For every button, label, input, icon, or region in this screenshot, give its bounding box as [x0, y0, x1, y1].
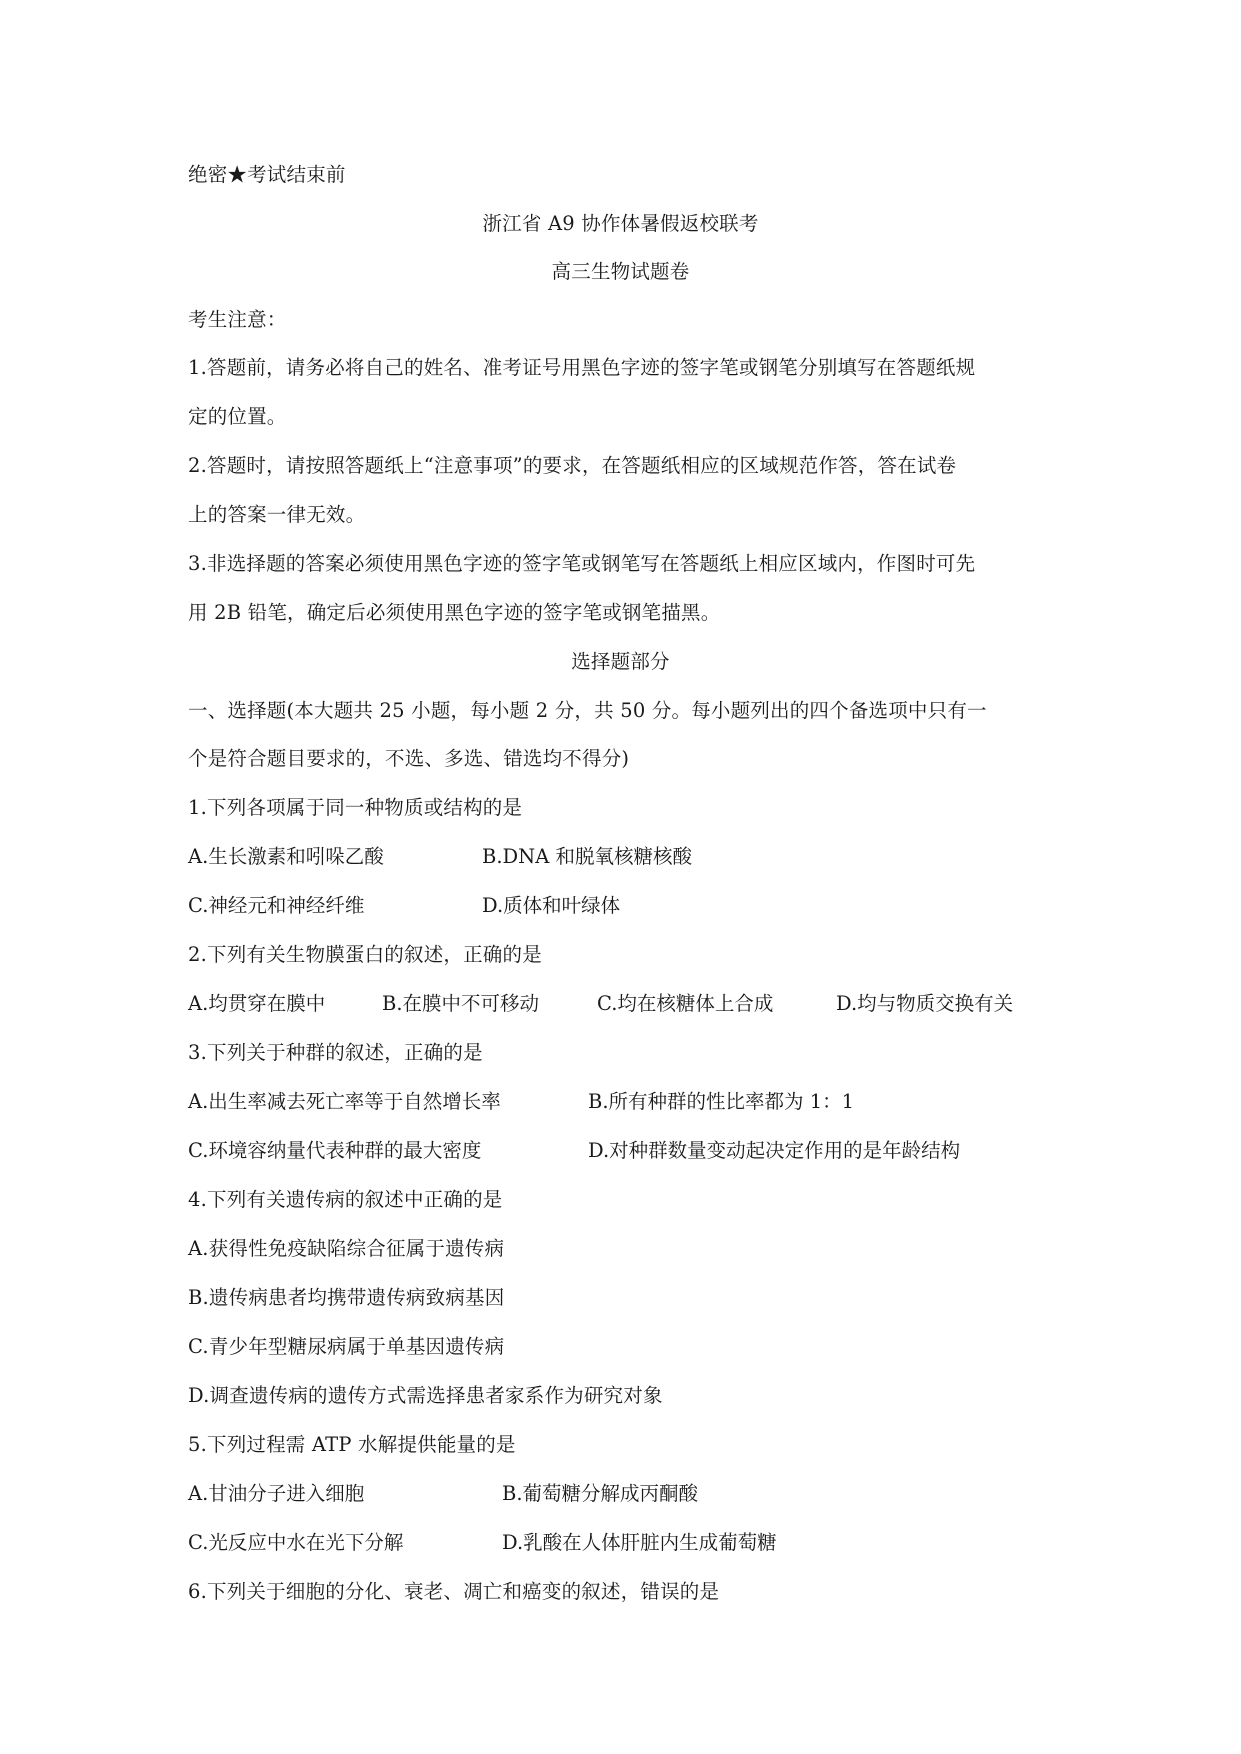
notice-item-1-line-1: 1.答题前，请务必将自己的姓名、准考证号用黑色字迹的签字笔或钢笔分别填写在答题纸规: [188, 356, 976, 379]
section-instructions-line-1: 一、选择题(本大题共 25 小题，每小题 2 分，共 50 分。每小题列出的四个备选项中只有一: [188, 699, 987, 722]
question-4-stem: 4.下列有关遗传病的叙述中正确的是: [188, 1188, 503, 1211]
notice-heading: 考生注意：: [188, 308, 287, 331]
question-4-option-a: A.获得性免疫缺陷综合征属于遗传病: [188, 1237, 505, 1260]
section-instructions-line-2: 个是符合题目要求的，不选、多选、错选均不得分): [188, 747, 630, 770]
question-1-option-d: D.质体和叶绿体: [482, 894, 621, 917]
question-4-option-b: B.遗传病患者均携带遗传病致病基因: [188, 1286, 505, 1309]
question-5-option-d: D.乳酸在人体肝脏内生成葡萄糖: [502, 1531, 777, 1554]
exam-subtitle: 高三生物试题卷: [551, 260, 690, 283]
question-3-option-b: B.所有种群的性比率都为 1：1: [588, 1090, 855, 1113]
question-1-option-b: B.DNA 和脱氧核糖核酸: [482, 845, 693, 868]
question-1-stem: 1.下列各项属于同一种物质或结构的是: [188, 796, 523, 819]
question-2-option-b: B.在膜中不可移动: [382, 992, 540, 1015]
question-5-option-b: B.葡萄糖分解成丙酮酸: [502, 1482, 699, 1505]
question-5-option-c: C.光反应中水在光下分解: [188, 1531, 404, 1554]
exam-title: 浙江省 A9 协作体暑假返校联考: [482, 212, 759, 235]
question-5-option-a: A.甘油分子进入细胞: [188, 1482, 365, 1505]
question-3-option-c: C.环境容纳量代表种群的最大密度: [188, 1139, 482, 1162]
question-6-stem: 6.下列关于细胞的分化、衰老、凋亡和癌变的叙述，错误的是: [188, 1580, 720, 1603]
question-1-option-c: C.神经元和神经纤维: [188, 894, 365, 917]
notice-item-1-line-2: 定的位置。: [188, 405, 287, 428]
question-3-option-d: D.对种群数量变动起决定作用的是年龄结构: [588, 1139, 961, 1162]
notice-item-3-line-2: 用 2B 铅笔，确定后必须使用黑色字迹的签字笔或钢笔描黑。: [188, 601, 721, 624]
section-title: 选择题部分: [571, 650, 670, 673]
question-3-option-a: A.出生率减去死亡率等于自然增长率: [188, 1090, 501, 1113]
question-2-option-c: C.均在核糖体上合成: [597, 992, 774, 1015]
question-3-stem: 3.下列关于种群的叙述，正确的是: [188, 1041, 483, 1064]
question-4-option-d: D.调查遗传病的遗传方式需选择患者家系作为研究对象: [188, 1384, 663, 1407]
notice-item-3-line-1: 3.非选择题的答案必须使用黑色字迹的签字笔或钢笔写在答题纸上相应区域内，作图时可先: [188, 552, 976, 575]
notice-item-2-line-1: 2.答题时，请按照答题纸上“注意事项”的要求，在答题纸相应的区域规范作答，答在试卷: [188, 454, 957, 477]
confidential-mark: 绝密★考试结束前: [188, 163, 346, 186]
question-4-option-c: C.青少年型糖尿病属于单基因遗传病: [188, 1335, 505, 1358]
question-2-stem: 2.下列有关生物膜蛋白的叙述，正确的是: [188, 943, 542, 966]
question-2-option-d: D.均与物质交换有关: [836, 992, 1014, 1015]
question-2-option-a: A.均贯穿在膜中: [188, 992, 326, 1015]
question-5-stem: 5.下列过程需 ATP 水解提供能量的是: [188, 1433, 516, 1456]
question-1-option-a: A.生长激素和吲哚乙酸: [188, 845, 384, 868]
notice-item-2-line-2: 上的答案一律无效。: [188, 503, 366, 526]
